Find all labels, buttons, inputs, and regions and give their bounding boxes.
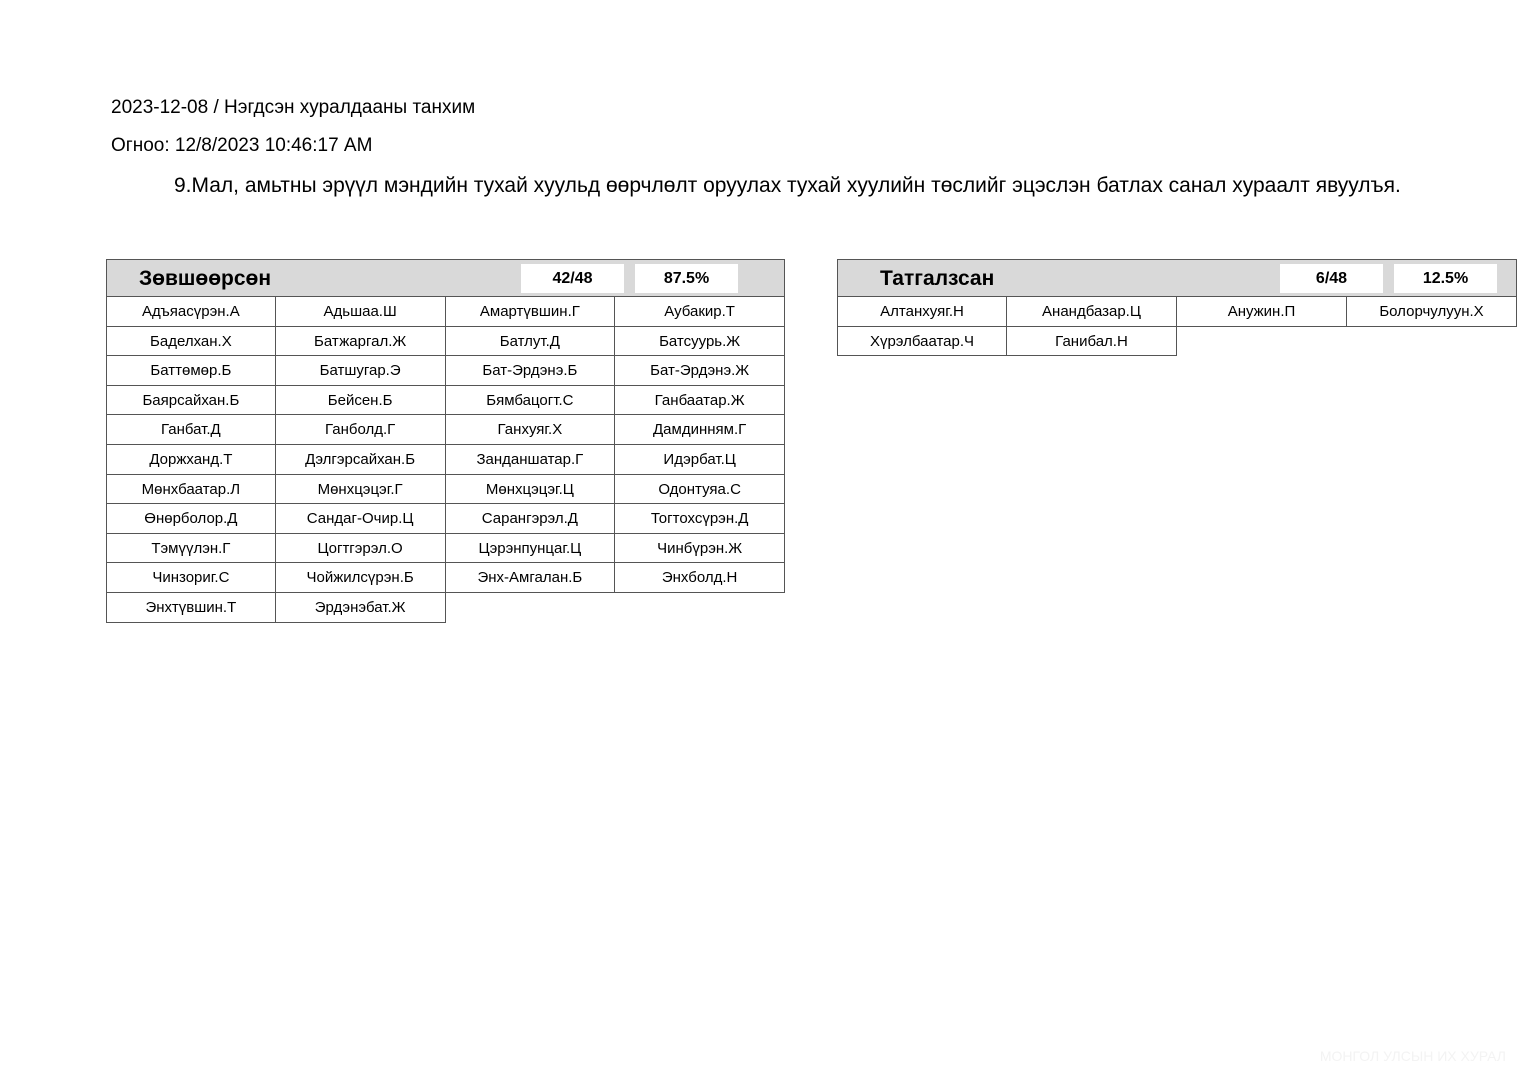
approved-name-cell: Дэлгэрсайхан.Б (276, 445, 446, 475)
approved-name-cell: Баттөмөр.Б (106, 356, 276, 386)
rejected-title: Татгалзсан (880, 267, 995, 290)
rejected-name-cell: Анужин.П (1177, 297, 1347, 327)
approved-name-cell: Сарангэрэл.Д (446, 504, 616, 534)
approved-name-cell: Доржханд.Т (106, 445, 276, 475)
approved-name-cell: Чинбүрэн.Ж (615, 534, 785, 564)
approved-title: Зөвшөөрсөн (139, 267, 272, 290)
approved-name-cell: Ганбат.Д (106, 415, 276, 445)
rejected-header (837, 259, 1517, 297)
rejected-name-cell: Ганибал.Н (1007, 327, 1177, 357)
rejected-name-cell: Хүрэлбаатар.Ч (837, 327, 1007, 357)
session-title: 2023-12-08 / Нэгдсэн хуралдааны танхим (111, 97, 476, 118)
approved-name-cell: Мөнхцэцэг.Г (276, 475, 446, 505)
approved-name-cell: Бейсен.Б (276, 386, 446, 416)
approved-section (106, 259, 785, 623)
rejected-name-cell: Анандбазар.Ц (1007, 297, 1177, 327)
vote-date: Огноо: 12/8/2023 10:46:17 AM (111, 135, 373, 156)
approved-name-cell: Идэрбат.Ц (615, 445, 785, 475)
approved-name-cell: Адьшаа.Ш (276, 297, 446, 327)
approved-name-cell: Бат-Эрдэнэ.Б (446, 356, 616, 386)
approved-name-cell: Амартүвшин.Г (446, 297, 616, 327)
approved-name-grid (106, 297, 785, 623)
approved-name-cell: Энх-Амгалан.Б (446, 563, 616, 593)
approved-name-cell: Ганхуяг.Х (446, 415, 616, 445)
rejected-name-cell: Болорчулуун.Х (1347, 297, 1517, 327)
approved-name-cell: Ганбаатар.Ж (615, 386, 785, 416)
watermark: МОНГОЛ УЛСЫН ИХ ХУРАЛ (1319, 1048, 1506, 1064)
approved-name-cell: Чинзориг.С (106, 563, 276, 593)
approved-name-cell: Сандаг-Очир.Ц (276, 504, 446, 534)
approved-name-cell: Мөнхцэцэг.Ц (446, 475, 616, 505)
approved-name-cell: Батшугар.Э (276, 356, 446, 386)
approved-count: 42/48 (521, 264, 624, 293)
approved-name-cell: Баярсайхан.Б (106, 386, 276, 416)
approved-name-cell: Энхболд.Н (615, 563, 785, 593)
approved-name-cell: Батжаргал.Ж (276, 327, 446, 357)
approved-name-cell: Тогтохсүрэн.Д (615, 504, 785, 534)
approved-name-cell: Эрдэнэбат.Ж (276, 593, 446, 623)
approved-name-cell: Ганболд.Г (276, 415, 446, 445)
approved-name-cell: Цогтгэрэл.О (276, 534, 446, 564)
approved-name-cell: Бат-Эрдэнэ.Ж (615, 356, 785, 386)
approved-name-cell: Тэмүүлэн.Г (106, 534, 276, 564)
rejected-percent: 12.5% (1394, 264, 1497, 293)
rejected-count: 6/48 (1280, 264, 1383, 293)
approved-name-cell: Занданшатар.Г (446, 445, 616, 475)
approved-name-cell: Дамдинням.Г (615, 415, 785, 445)
approved-name-cell: Одонтуяа.С (615, 475, 785, 505)
approved-name-cell: Өнөрболор.Д (106, 504, 276, 534)
approved-name-cell: Чойжилсүрэн.Б (276, 563, 446, 593)
approved-name-cell: Энхтүвшин.Т (106, 593, 276, 623)
rejected-name-cell: Алтанхуяг.Н (837, 297, 1007, 327)
approved-percent: 87.5% (635, 264, 738, 293)
motion-text: 9.Мал, амьтны эрүүл мэндийн тухай хуульд өөрчлөлт оруулах тухай хуулийн төслийг эцэслэн батлах санал хураалт явуулъя. (174, 174, 1401, 197)
approved-name-cell: Цэрэнпунцаг.Ц (446, 534, 616, 564)
approved-header (106, 259, 785, 297)
approved-name-cell: Бямбацогт.С (446, 386, 616, 416)
approved-name-cell: Мөнхбаатар.Л (106, 475, 276, 505)
rejected-section (837, 259, 1517, 356)
rejected-name-grid (837, 297, 1517, 356)
approved-name-cell: Аубакир.Т (615, 297, 785, 327)
approved-name-cell: Батлут.Д (446, 327, 616, 357)
approved-name-cell: Батсуурь.Ж (615, 327, 785, 357)
approved-name-cell: Баделхан.Х (106, 327, 276, 357)
approved-name-cell: Адъяасүрэн.А (106, 297, 276, 327)
